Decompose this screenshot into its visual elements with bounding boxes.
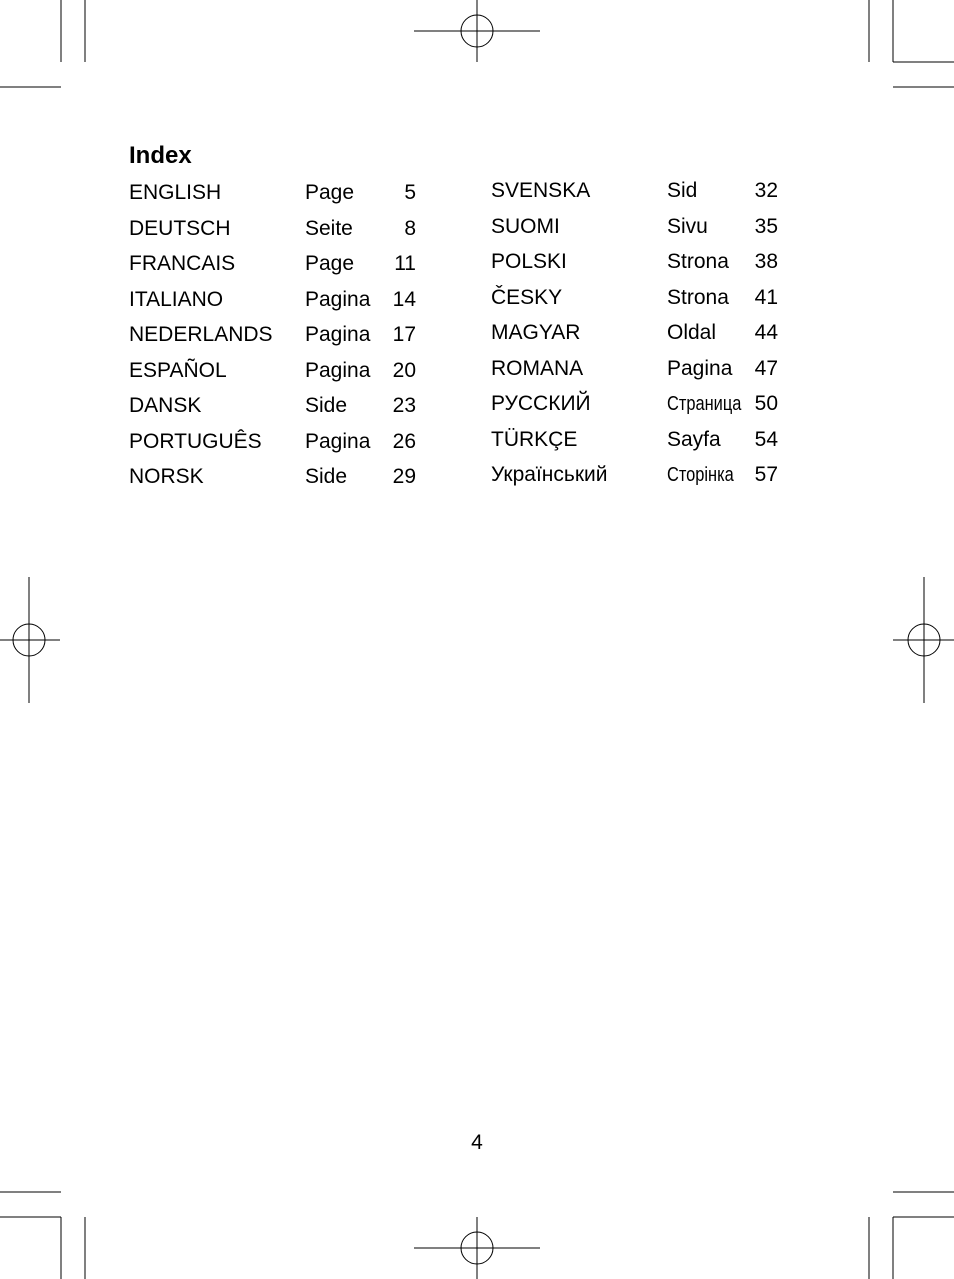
language-name: SVENSKA [491, 179, 591, 202]
language-name: ČESKY [491, 285, 563, 309]
language-name: MAGYAR [491, 321, 581, 344]
language-name: FRANCAIS [129, 252, 236, 275]
page-word: Pagina [305, 358, 371, 382]
page-ref: 11 [394, 252, 416, 275]
language-name: PORTUGUÊS [129, 429, 262, 453]
language-name: ESPAÑOL [129, 358, 227, 382]
page-word: Page [305, 181, 355, 204]
page-word-text: Страница [667, 393, 742, 415]
language-name: SUOMI [491, 214, 560, 238]
language-name: NEDERLANDS [129, 323, 273, 346]
page-word: Page [305, 252, 355, 275]
page-word: Strona [667, 285, 729, 309]
language-name: NORSK [129, 465, 204, 488]
page-word: Side [305, 465, 348, 488]
page-word-text: Сторінка [667, 464, 734, 486]
language-name: POLSKI [491, 250, 567, 273]
page-ref: 50 [754, 392, 778, 415]
page-word: Sayfa [667, 427, 721, 451]
page-word: Sivu [667, 214, 708, 238]
language-name: ENGLISH [129, 181, 222, 204]
language-name: Український [491, 463, 608, 486]
page-ref: 26 [392, 429, 416, 453]
page-ref: 57 [754, 463, 778, 486]
page-ref: 14 [392, 287, 416, 311]
page-word: Pagina [667, 356, 733, 380]
page-word: Strona [667, 250, 729, 273]
page-word [667, 457, 748, 494]
page-word: Pagina [305, 429, 371, 453]
page-word: Seite [305, 216, 353, 240]
language-name: DANSK [129, 394, 202, 417]
page-ref: 32 [754, 179, 778, 202]
page-ref: 20 [392, 358, 416, 382]
page-ref: 44 [754, 321, 778, 344]
page-word: Oldal [667, 321, 717, 344]
page-word: Pagina [305, 287, 371, 311]
page-ref: 35 [754, 214, 778, 238]
language-name: РУССКИЙ [491, 392, 591, 415]
language-name: ITALIANO [129, 287, 224, 311]
page-ref: 54 [754, 427, 778, 451]
index-title: Index [129, 142, 192, 169]
page-word: Pagina [305, 323, 371, 346]
page-ref: 23 [392, 394, 416, 417]
page-ref: 41 [754, 285, 778, 309]
page-ref: 5 [404, 181, 416, 204]
page-word: Side [305, 394, 348, 417]
page-number: 4 [471, 1131, 483, 1154]
page-ref: 38 [754, 250, 778, 273]
language-name: ROMANA [491, 356, 584, 380]
page-ref: 17 [392, 323, 416, 346]
page-ref: 47 [754, 356, 778, 380]
page-ref: 8 [404, 216, 416, 240]
language-name: TÜRKÇE [491, 427, 578, 451]
language-name: DEUTSCH [129, 216, 231, 240]
page-ref: 29 [392, 465, 416, 488]
page-word: Sid [667, 179, 698, 202]
